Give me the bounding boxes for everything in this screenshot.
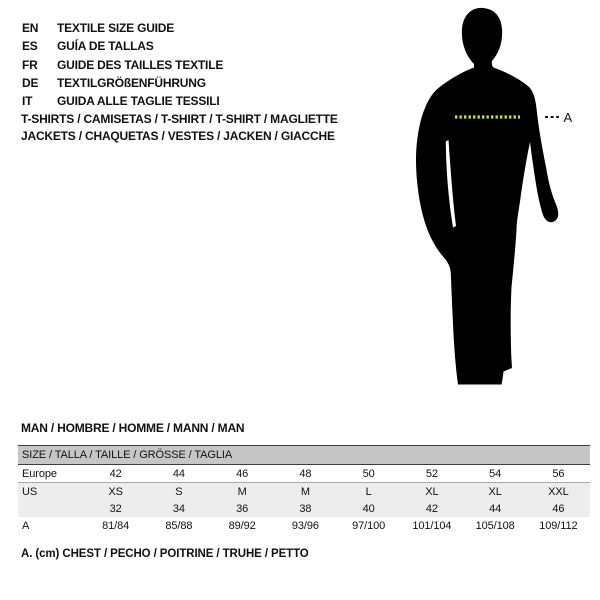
size-cell: M [211, 483, 274, 501]
language-title: TEXTILE SIZE GUIDE [57, 21, 175, 35]
language-row-de [22, 74, 223, 92]
table-row-chest-a [18, 517, 590, 535]
table-row-europe [18, 465, 590, 483]
row-label: A [22, 520, 30, 532]
measurement-footnote: A. (cm) CHEST / PECHO / POITRINE / TRUHE / PETTO [21, 548, 309, 560]
language-code: ES [22, 39, 38, 54]
table-row-us [18, 483, 590, 501]
size-cell: 81/84 [102, 520, 130, 532]
size-cell: 89/92 [228, 520, 256, 532]
size-cell: 56 [527, 465, 590, 483]
size-cell: 42 [400, 500, 463, 517]
size-cell: 54 [464, 465, 527, 483]
size-cell: XL [400, 483, 463, 501]
size-cell: 42 [84, 465, 147, 483]
language-code: DE [22, 75, 39, 90]
man-silhouette-figure [400, 0, 600, 400]
category-tshirts: T-SHIRTS / CAMISETAS / T-SHIRT / T-SHIRT / MAGLIETTE [21, 112, 338, 126]
language-row-it [22, 92, 223, 110]
measure-label-a: A [563, 110, 573, 125]
size-cell: 44 [147, 465, 210, 483]
size-cell: 97/100 [352, 520, 386, 532]
language-list [22, 19, 223, 110]
size-cell: 105/108 [475, 520, 515, 532]
row-label: Europe [18, 465, 84, 483]
size-table [18, 445, 590, 535]
size-cell: 46 [211, 465, 274, 483]
size-cell: 48 [274, 465, 337, 483]
row-label [18, 500, 84, 517]
size-table-header: SIZE / TALLA / TAILLE / GRÖSSE / TAGLIA [18, 446, 590, 465]
language-row-es [22, 37, 223, 55]
man-silhouette-svg [400, 0, 600, 400]
language-title: TEXTILGRÖßENFÜHRUNG [57, 75, 206, 90]
language-row-en [22, 19, 223, 37]
language-title: GUIDE DES TAILLES TEXTILE [57, 57, 224, 72]
language-code: IT [22, 94, 33, 109]
size-cell: 85/88 [165, 520, 193, 532]
category-jackets: JACKETS / CHAQUETAS / VESTES / JACKEN / GIACCHE [21, 129, 335, 143]
size-cell: 46 [527, 500, 590, 517]
size-cell: XXL [527, 483, 590, 501]
size-cell: 101/104 [412, 520, 452, 532]
language-code: FR [22, 57, 38, 72]
size-cell: 44 [464, 500, 527, 517]
size-cell: 40 [337, 500, 400, 517]
garment-categories [21, 111, 338, 145]
man-silhouette-body [416, 8, 558, 385]
size-table-header-row [18, 446, 590, 465]
language-row-fr [22, 56, 223, 74]
size-cell: 32 [84, 500, 147, 517]
size-cell: 50 [337, 465, 400, 483]
section-title-man: MAN / HOMBRE / HOMME / MANN / MAN [21, 421, 245, 435]
size-cell: 36 [211, 500, 274, 517]
size-cell: 34 [147, 500, 210, 517]
size-cell: M [274, 483, 337, 501]
size-cell: 109/112 [539, 520, 578, 532]
language-code: EN [22, 21, 39, 35]
size-cell: S [147, 483, 210, 501]
size-cell: XS [84, 483, 147, 501]
size-cell: 52 [400, 465, 463, 483]
language-title: GUÍA DE TALLAS [57, 39, 154, 54]
table-row-numeric [18, 500, 590, 517]
size-cell: 93/96 [291, 520, 319, 532]
size-cell: 38 [274, 500, 337, 517]
language-title: GUIDA ALLE TAGLIE TESSILI [57, 94, 220, 109]
size-cell: L [337, 483, 400, 501]
size-cell: XL [464, 483, 527, 501]
row-label: US [18, 483, 84, 501]
